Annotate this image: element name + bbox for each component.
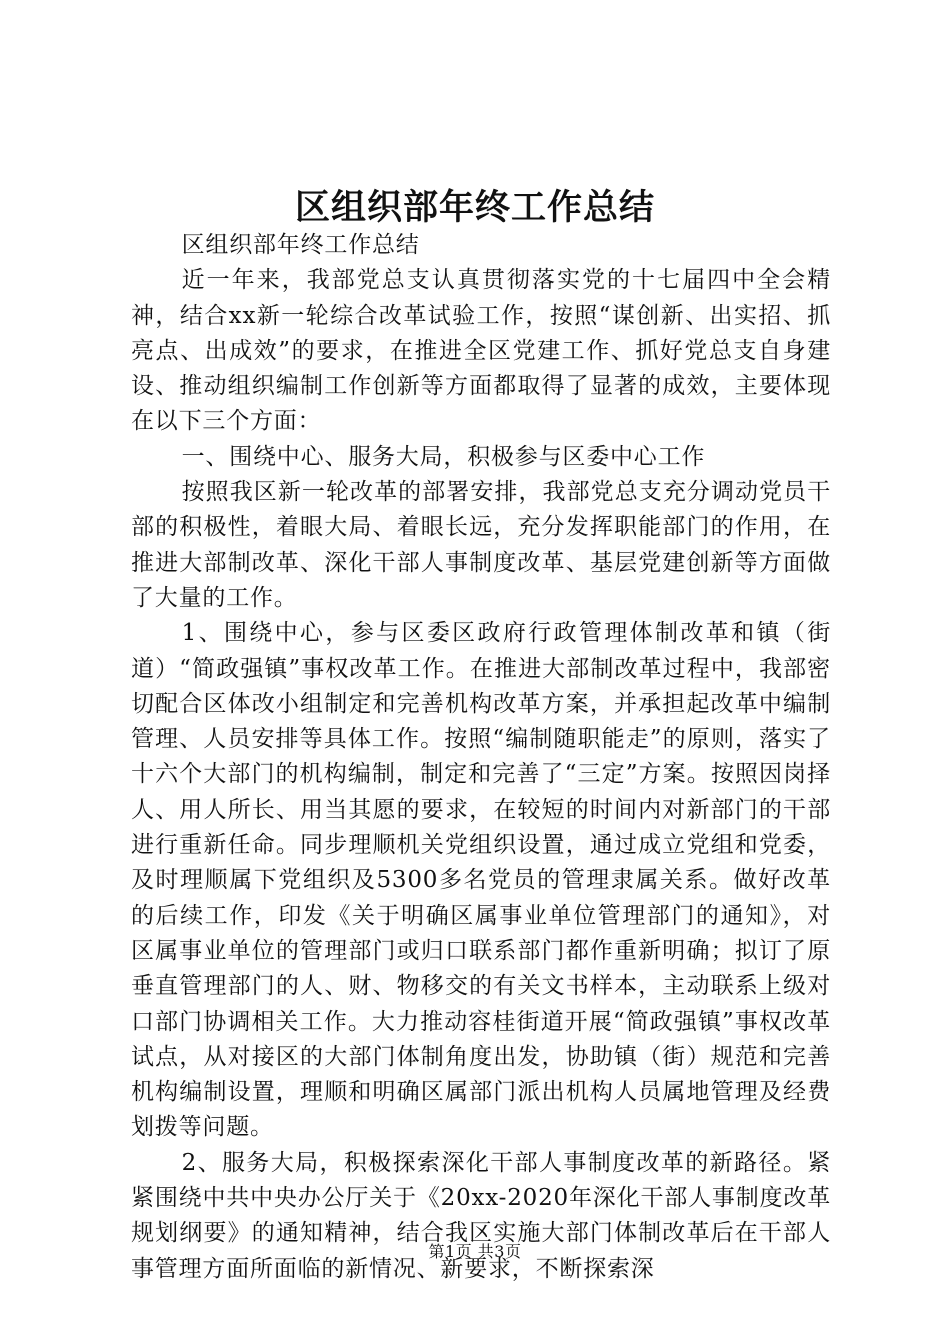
document-title: 区组织部年终工作总结 bbox=[294, 187, 655, 228]
paragraph-subtitle: 区组织部年终工作总结 bbox=[181, 232, 420, 258]
paragraph-item-one: 1、围绕中心，参与区委区政府行政管理体制改革和镇（街道）“简政强镇”事权改革工作。在推进大部制改革过程中，我部密切配合区体改小组制定和完善机构改革方案，并承担起改革中编制管理、人员安排等具体工作。按照“编制随职能走”的原则，落实了十六个大部门的机构编制，制定和完善了“三定”方案。按照因岗择人、用人所长、用当其愿的要求，在较短的时间内对新部门的干部进行重新任命。同步理顺机关党组织设置，通过成立党组和党委，及时理顺属下党组织及5300多名党员的管理隶属关系。做好改革的后续工作，印发《关于明确区属事业单位管理部门的通知》，对区属事业单位的管理部门或归口联系部门都作重新明确；拟订了原垂直管理部门的人、财、物移交的有关文书样本，主动联系上级对口部门协调相关工作。大力推动容桂街道开展“简政强镇”事权改革试点，从对接区的大部门体制角度出发，协助镇（街）规范和完善机构编制设置，理顺和明确区属部门派出机构人员属地管理及经费划拨等问题。 bbox=[131, 620, 831, 1141]
section-heading-one: 一、围绕中心、服务大局，积极参与区委中心工作 bbox=[181, 443, 706, 470]
paragraph-intro: 近一年来，我部党总支认真贯彻落实党的十七届四中全会精神，结合xx新一轮综合改革试验工作，按照“谋创新、出实招、抓亮点、出成效”的要求，在推进全区党建工作、抓好党总支自身建设、推动组织编制工作创新等方面都取得了显著的成效，主要体现在以下三个方面： bbox=[131, 267, 831, 435]
paragraph-item-two: 2、服务大局，积极探索深化干部人事制度改革的新路径。紧紧围绕中共中央办公厅关于《20xx-2020年深化干部人事制度改革规划纲要》的通知精神，结合我区实施大部门体制改革后在干部人事管理方面所面临的新情况、新要求，不断探索深 bbox=[131, 1149, 831, 1282]
document-body bbox=[131, 228, 831, 1287]
paragraph-section-one: 按照我区新一轮改革的部署安排，我部党总支充分调动党员干部的积极性，着眼大局、着眼长远，充分发挥职能部门的作用，在推进大部制改革、深化干部人事制度改革、基层党建创新等方面做了大量的工作。 bbox=[131, 479, 831, 611]
page-footer: 第1页 共3页 bbox=[428, 1242, 522, 1261]
